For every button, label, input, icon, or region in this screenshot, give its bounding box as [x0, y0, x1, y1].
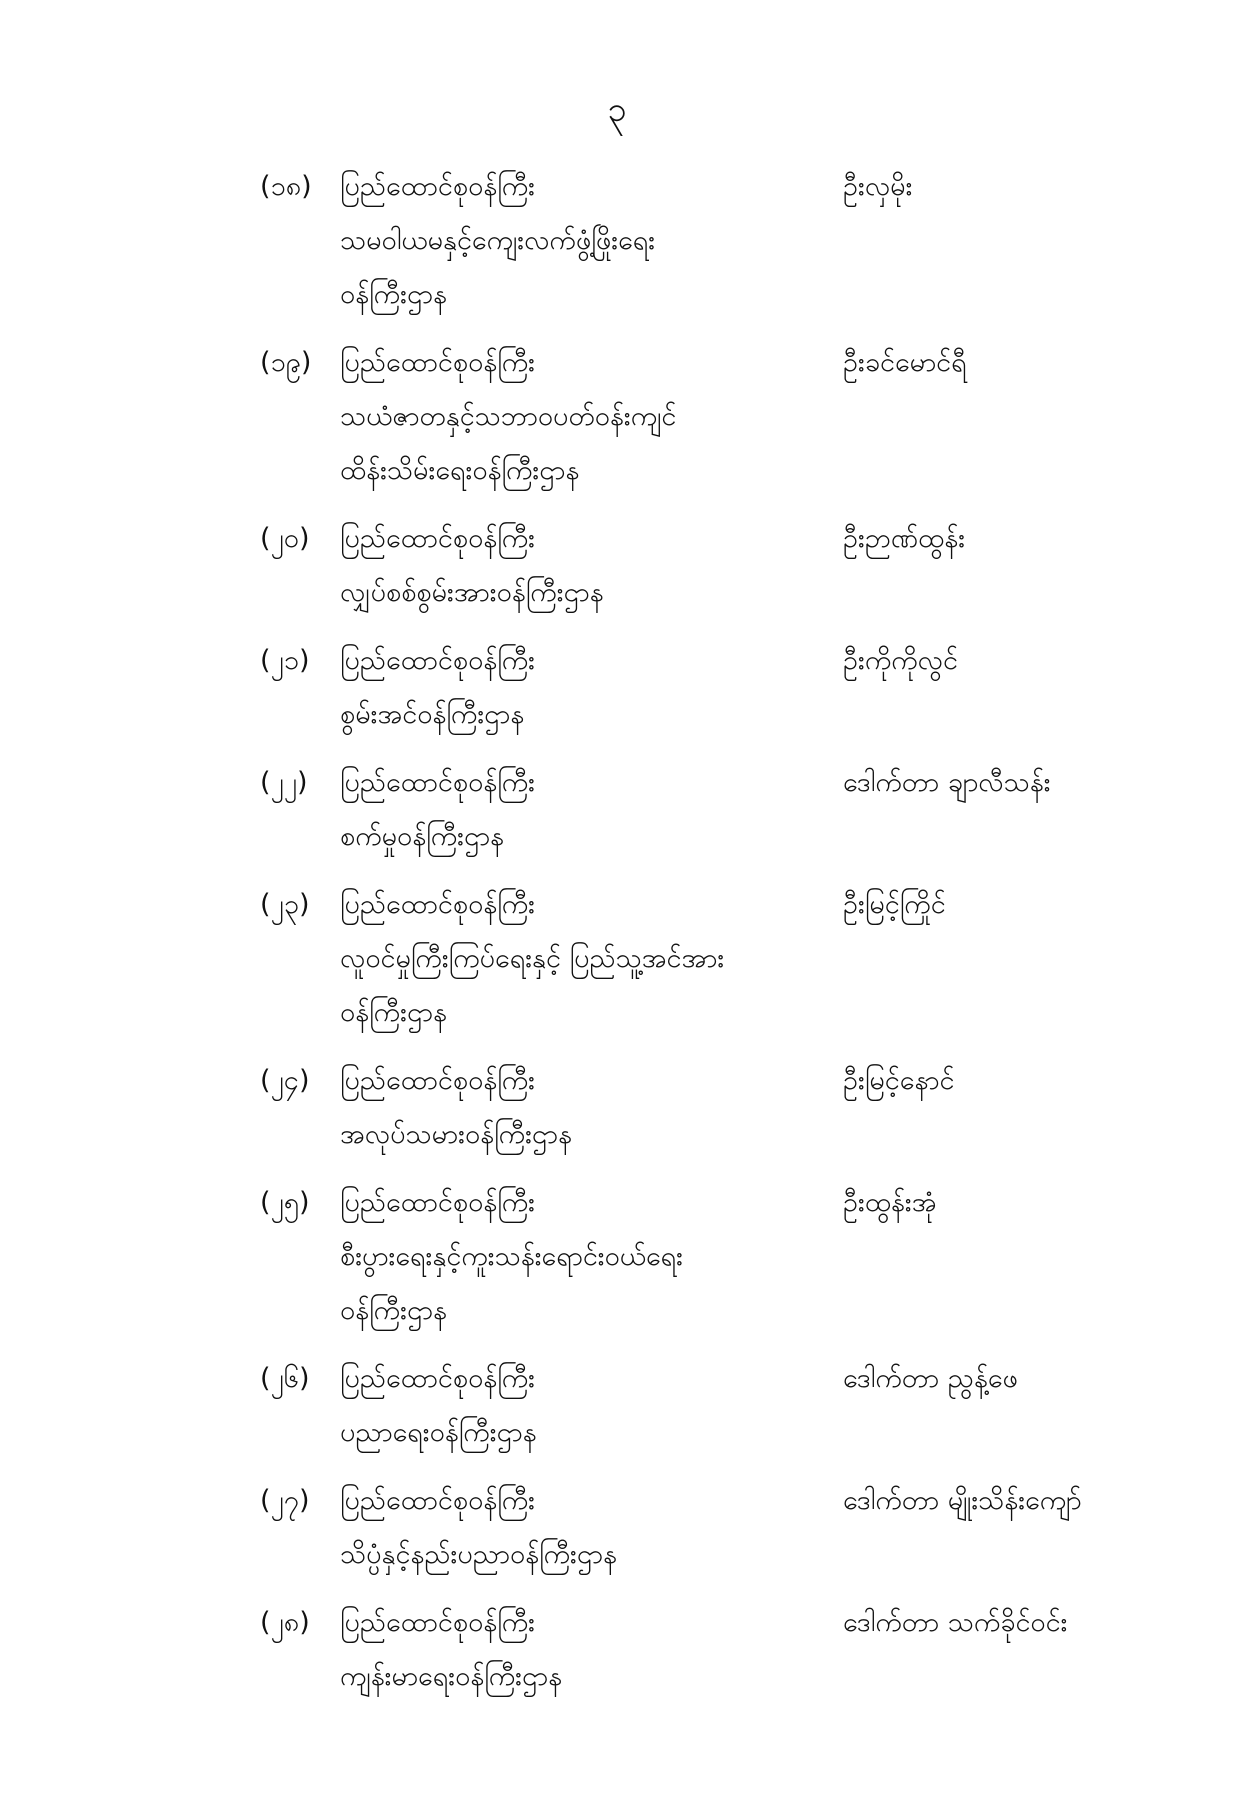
entry-number: (၂၈) [260, 1607, 310, 1638]
entry-title [340, 336, 820, 498]
minister-name: ဦးလှမိုး [843, 171, 913, 202]
entry-line: ပြည်ထောင်စုဝန်ကြီး [340, 523, 536, 554]
entry-line: ကျန်းမာရေးဝန်ကြီးဌာန [340, 1661, 563, 1692]
entry-line: သယံဇာတနှင့်သဘာဝပတ်ဝန်းကျင် [340, 401, 677, 432]
list-item [0, 634, 1234, 742]
entry-title [340, 1352, 820, 1460]
entry-number: (၂၄) [260, 1065, 310, 1096]
minister-name: ဦးကိုကိုလွင် [843, 645, 958, 676]
list-item [0, 1054, 1234, 1162]
list-item [0, 160, 1234, 322]
entry-line: ပညာရေးဝန်ကြီးဌာန [340, 1417, 537, 1448]
entry-number: (၂၆) [260, 1363, 310, 1394]
entry-line: အလုပ်သမားဝန်ကြီးဌာန [340, 1119, 572, 1150]
entry-line: ပြည်ထောင်စုဝန်ကြီး [340, 1187, 536, 1218]
minister-name: ဦးဉာဏ်ထွန်း [843, 523, 966, 554]
entry-number: (၁၈) [260, 171, 312, 202]
minister-name: ဦးမြင့်ကြိုင် [843, 889, 946, 920]
entry-title [340, 1474, 820, 1582]
entry-line: ပြည်ထောင်စုဝန်ကြီး [340, 1485, 536, 1516]
minister-name: ဦးထွန်းအုံ [843, 1187, 937, 1218]
entry-title [340, 512, 820, 620]
entry-number: (၁၉) [260, 347, 312, 378]
list-item [0, 878, 1234, 1040]
list-item [0, 1176, 1234, 1338]
entry-number: (၂၀) [260, 523, 310, 554]
entry-line: စွမ်းအင်ဝန်ကြီးဌာန [340, 699, 525, 730]
list-item [0, 756, 1234, 864]
entry-line: စီးပွားရေးနှင့်ကူးသန်းရောင်းဝယ်ရေး [340, 1241, 684, 1272]
entry-line: စက်မှုဝန်ကြီးဌာန [340, 821, 505, 852]
minister-name: ဒေါက်တာ ချာလီသန်း [843, 767, 1051, 798]
list-item [0, 512, 1234, 620]
entry-line: ထိန်းသိမ်းရေးဝန်ကြီးဌာန [340, 455, 580, 486]
minister-list [0, 160, 1234, 1718]
minister-name: ဒေါက်တာ သက်ခိုင်ဝင်း [843, 1607, 1068, 1638]
entry-title [340, 634, 820, 742]
entry-line: သမဝါယမနှင့်ကျေးလက်ဖွံ့ဖြိုးရေး [340, 225, 656, 256]
minister-name: ဦးခင်မောင်ရီ [843, 347, 967, 378]
entry-line: လူဝင်မှုကြီးကြပ်ရေးနှင့် ပြည်သူ့အင်အား [340, 943, 725, 974]
minister-name: ဦးမြင့်နောင် [843, 1065, 955, 1096]
entry-title [340, 878, 820, 1040]
entry-title [340, 756, 820, 864]
entry-line: ဝန်ကြီးဌာန [340, 1295, 447, 1326]
entry-number: (၂၂) [260, 767, 308, 798]
entry-line: လျှပ်စစ်စွမ်းအားဝန်ကြီးဌာန [340, 577, 604, 608]
entry-title [340, 1596, 820, 1704]
minister-name: ဒေါက်တာ ညွန့်ဖေ [843, 1363, 1018, 1394]
entry-line: သိပ္ပံနှင့်နည်းပညာဝန်ကြီးဌာန [340, 1539, 617, 1570]
entry-line: ပြည်ထောင်စုဝန်ကြီး [340, 889, 536, 920]
entry-number: (၂၃) [260, 889, 310, 920]
entry-line: ဝန်ကြီးဌာန [340, 279, 447, 310]
entry-line: ဝန်ကြီးဌာန [340, 997, 447, 1028]
entry-title [340, 160, 820, 322]
list-item [0, 1352, 1234, 1460]
entry-line: ပြည်ထောင်စုဝန်ကြီး [340, 1607, 536, 1638]
entry-line: ပြည်ထောင်စုဝန်ကြီး [340, 767, 536, 798]
entry-title [340, 1054, 820, 1162]
entry-line: ပြည်ထောင်စုဝန်ကြီး [340, 1363, 536, 1394]
list-item [0, 1474, 1234, 1582]
entry-number: (၂၅) [260, 1187, 310, 1218]
list-item [0, 336, 1234, 498]
entry-line: ပြည်ထောင်စုဝန်ကြီး [340, 645, 536, 676]
page-number: ၃ [607, 90, 627, 130]
minister-name: ဒေါက်တာ မျိုးသိန်းကျော် [843, 1485, 1082, 1516]
entry-number: (၂၁) [260, 645, 310, 676]
list-item [0, 1596, 1234, 1704]
entry-line: ပြည်ထောင်စုဝန်ကြီး [340, 347, 536, 378]
entry-line: ပြည်ထောင်စုဝန်ကြီး [340, 1065, 536, 1096]
entry-number: (၂၇) [260, 1485, 310, 1516]
entry-title [340, 1176, 820, 1338]
entry-line: ပြည်ထောင်စုဝန်ကြီး [340, 171, 536, 202]
